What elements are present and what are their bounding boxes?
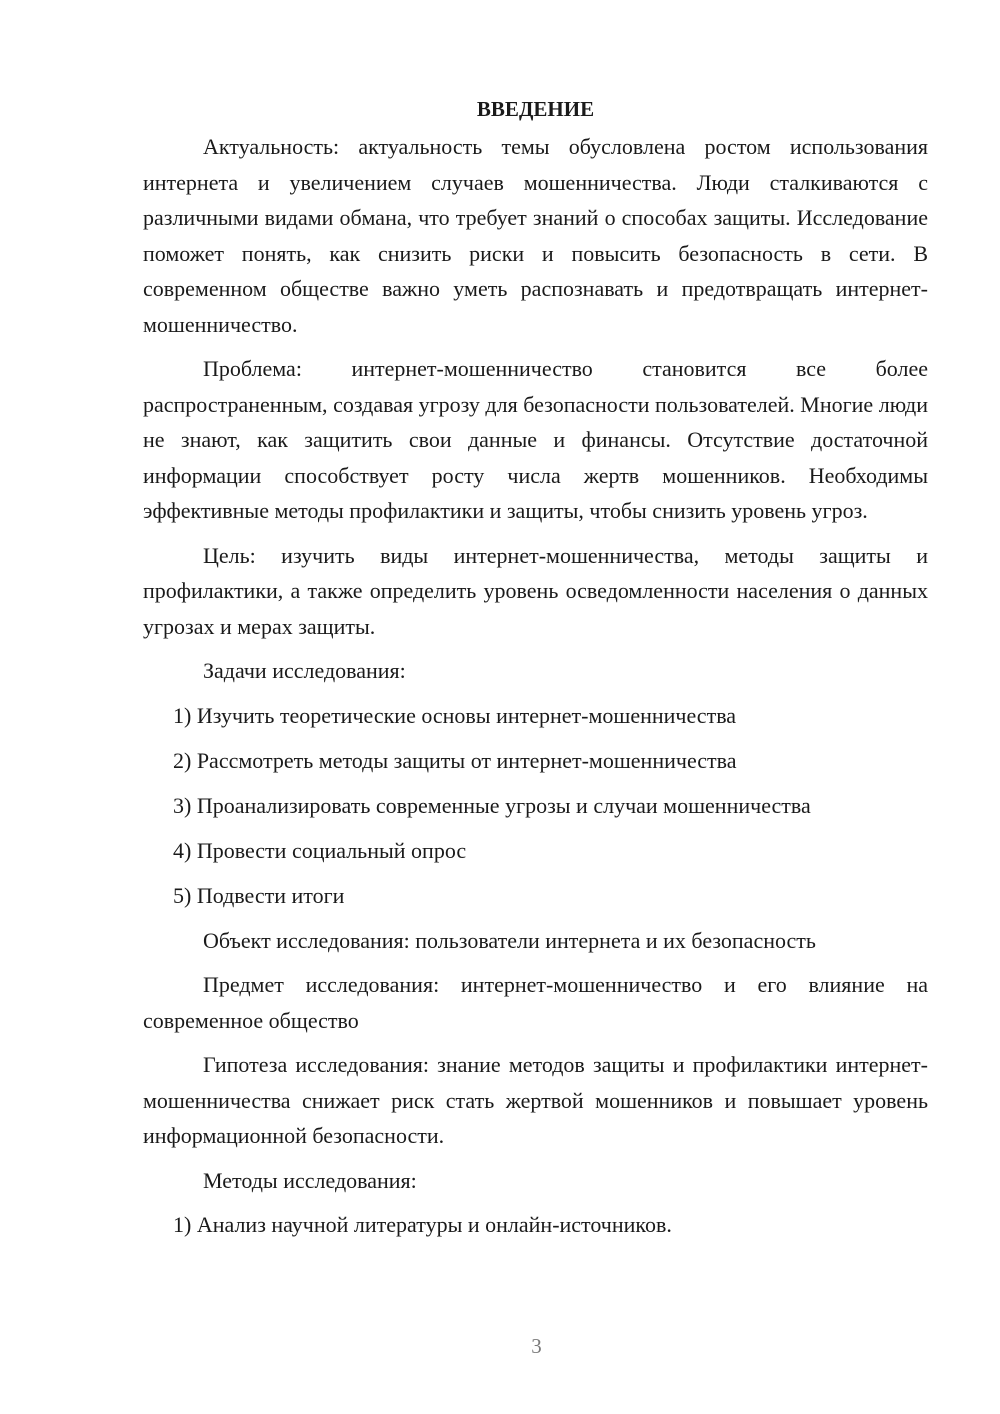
tasks-list [143,698,928,914]
document-page [143,92,928,1252]
subject-paragraph: Предмет исследования: интернет-мошенничество и его влияние на современное общество [143,972,928,1033]
list-item: 4) Провести социальный опрос [173,837,467,863]
object-paragraph: Объект исследования: пользователи интернета и их безопасность [203,927,816,953]
list-item: 1) Анализ научной литературы и онлайн-источников. [173,1212,672,1237]
hypothesis-paragraph: Гипотеза исследования: знание методов защиты и профилактики интернет-мошенничества снижает риск стать жертвой мошенников и повышает уровень информационной безопасности. [143,1052,928,1148]
goal-paragraph: Цель: изучить виды интернет-мошенничества, методы защиты и профилактики, а также определить уровень осведомленности населения о данных угрозах и мерах защиты. [143,542,928,639]
methods-list [143,1207,928,1243]
problem-paragraph: Проблема: интернет-мошенничество становится все более распространенным, создавая угрозу для безопасности пользователей. Многие люди не знают, как защитить свои данные и финансы. Отсутствие достаточной информации способствует росту числа жертв мошенников. Необходимы эффективные методы профилактики и защиты, чтобы снизить уровень угроз. [143,356,928,523]
list-item: 1) Изучить теоретические основы интернет-мошенничества [173,702,737,728]
relevance-paragraph: Актуальность: актуальность темы обусловлена ростом использования интернета и увеличением случаев мошенничества. Люди сталкиваются с различными видами обмана, что требует знаний о способах защиты. Исследование поможет понять, как снизить риски и повысить безопасность в сети. В современном обществе важно уметь распознавать и предотвращать интернет-мошенничество. [143,134,928,337]
list-item: 5) Подвести итоги [173,882,345,908]
section-title: ВВЕДЕНИЕ [476,97,595,121]
methods-heading: Методы исследования: [203,1167,417,1193]
page-number: 3 [531,1334,542,1358]
tasks-heading: Задачи исследования: [203,658,406,683]
list-item: 2) Рассмотреть методы защиты от интернет-мошенничества [173,747,737,773]
list-item: 3) Проанализировать современные угрозы и случаи мошенничества [173,792,811,818]
